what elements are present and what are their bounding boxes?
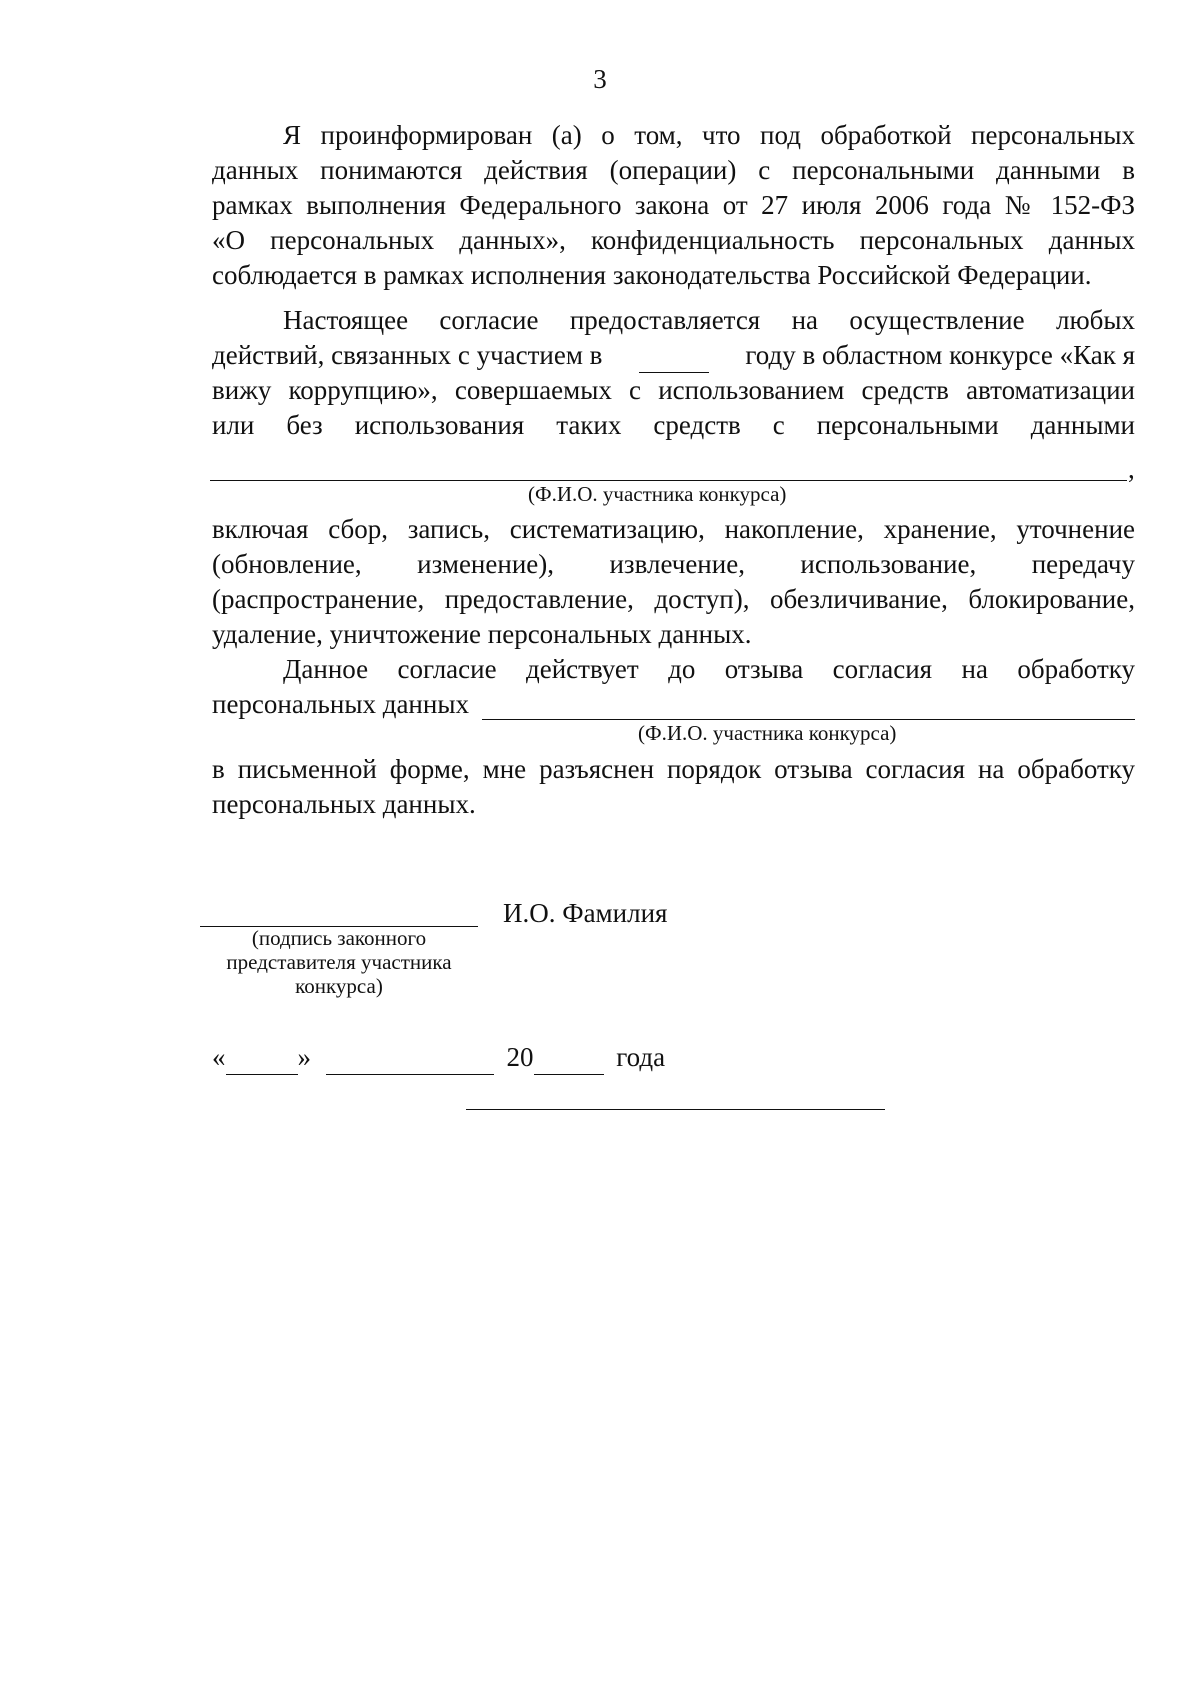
paragraph-2-line-2-before: действий, связанных с участием в xyxy=(212,340,603,370)
paragraph-2-cont-line-2: (обновление, изменение), извлечение, использование, передачу xyxy=(212,549,1135,579)
paragraph-1-line-2: данных понимаются действия (операции) с персональными данными в xyxy=(212,155,1135,185)
bottom-signature-line[interactable] xyxy=(466,1109,885,1110)
date-open-quote: « xyxy=(212,1042,226,1072)
year-participation-blank[interactable] xyxy=(639,338,709,373)
date-day-blank[interactable] xyxy=(226,1040,298,1075)
paragraph-2-cont-line-4: удаление, уничтожение персональных данных. xyxy=(212,619,752,649)
participant-fio-line-1[interactable] xyxy=(210,480,1127,481)
paragraph-2-line-2-after: году в областном конкурсе «Как я xyxy=(745,340,1135,370)
paragraph-2-cont-line-3: (распространение, предоставление, доступ), обезличивание, блокирование, xyxy=(212,584,1135,614)
participant-fio-line-2[interactable] xyxy=(482,719,1135,720)
date-month-blank[interactable] xyxy=(326,1040,494,1075)
paragraph-1-line-4: «О персональных данных», конфиденциальность персональных данных xyxy=(212,225,1135,255)
date-year-prefix: 20 xyxy=(506,1042,534,1072)
signature-caption-line-3: конкурса) xyxy=(295,974,383,998)
page-number: 3 xyxy=(593,64,607,94)
paragraph-2-line-1: Настоящее согласие предоставляется на осуществление любых xyxy=(283,305,1135,335)
paragraph-2-cont-line-1: включая сбор, запись, систематизацию, накопление, хранение, уточнение xyxy=(212,514,1135,544)
paragraph-3-line-2: персональных данных xyxy=(212,689,469,719)
signature-caption-line-2: представителя участника xyxy=(226,950,452,974)
paragraph-3-line-1: Данное согласие действует до отзыва согласия на обработку xyxy=(283,654,1135,684)
date-year-suffix: года xyxy=(616,1042,666,1072)
signature-name: И.О. Фамилия xyxy=(503,898,668,928)
paragraph-1-line-3: рамках выполнения Федерального закона от 27 июля 2006 года № 152-ФЗ xyxy=(212,190,1135,220)
paragraph-2-line-3: вижу коррупцию», совершаемых с использованием средств автоматизации xyxy=(212,375,1135,405)
paragraph-3-cont-line-1: в письменной форме, мне разъяснен порядок отзыва согласия на обработку xyxy=(212,754,1135,784)
paragraph-2-line-2 xyxy=(212,338,1135,373)
fio-line-comma: , xyxy=(1128,454,1135,484)
paragraph-1-line-1: Я проинформирован (а) о том, что под обработкой персональных xyxy=(283,120,1135,150)
participant-fio-caption-2: (Ф.И.О. участника конкурса) xyxy=(638,721,897,745)
date-line xyxy=(212,1040,665,1075)
participant-fio-caption-1: (Ф.И.О. участника конкурса) xyxy=(528,482,787,506)
signature-caption-line-1: (подпись законного xyxy=(251,926,427,950)
paragraph-2-line-4: или без использования таких средств с персональными данными xyxy=(212,410,1135,440)
paragraph-3-cont-line-2: персональных данных. xyxy=(212,789,476,819)
signature-caption xyxy=(200,926,478,998)
date-year-blank[interactable] xyxy=(534,1040,604,1075)
paragraph-1-line-5: соблюдается в рамках исполнения законодательства Российской Федерации. xyxy=(212,260,1092,290)
date-close-quote: » xyxy=(297,1042,311,1072)
